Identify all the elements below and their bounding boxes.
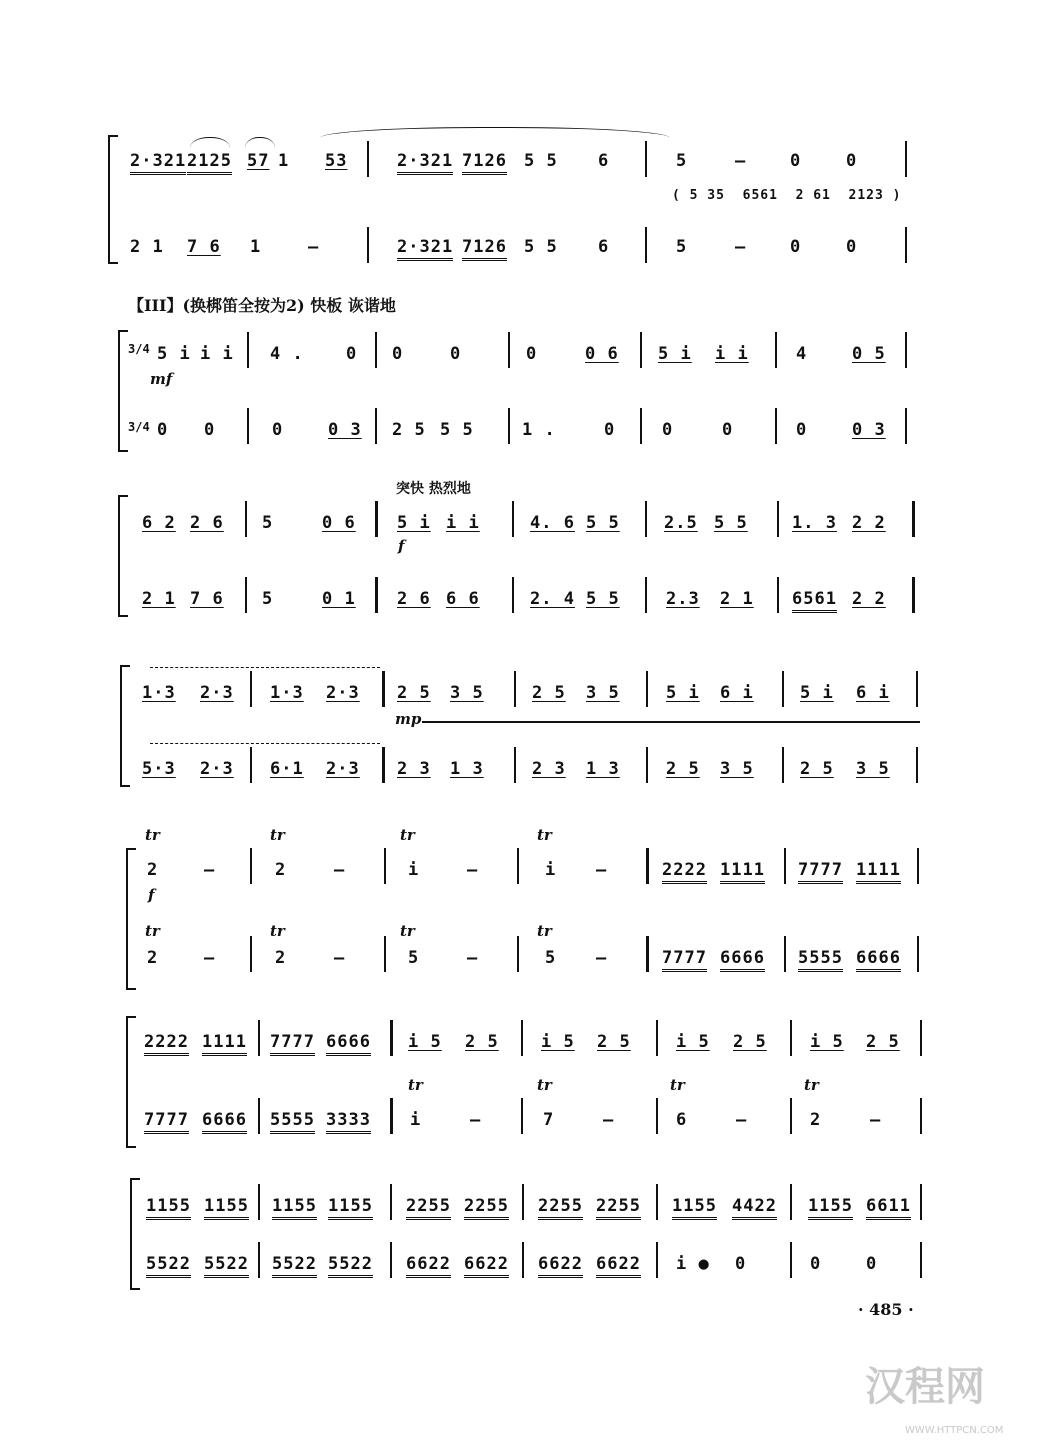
note-group: 2·321 <box>130 151 186 175</box>
barline <box>920 1184 922 1220</box>
note-group: 2 <box>147 948 159 968</box>
note-group: 2·3 <box>326 759 360 779</box>
note-group: 2 5 <box>532 683 566 703</box>
note-group: 0 <box>810 1254 822 1274</box>
note-group: – <box>308 237 320 257</box>
note-group: 1111 <box>856 860 901 884</box>
note-group: 0 3 <box>328 420 362 440</box>
note-group: i <box>545 860 557 880</box>
repeat-barline <box>382 671 385 707</box>
upper-staff <box>0 509 1050 549</box>
lower-staff <box>0 587 1050 627</box>
note-group: 5555 <box>270 1110 315 1134</box>
barline <box>512 501 514 537</box>
note-group: 2 6 <box>190 513 224 533</box>
barline <box>646 671 648 707</box>
barline <box>514 747 516 783</box>
barline <box>790 1098 792 1134</box>
note-group: 2255 <box>406 1196 451 1220</box>
barline <box>775 408 777 444</box>
note-group: 1 <box>278 151 290 171</box>
upper-staff <box>0 679 1050 719</box>
barline <box>640 408 642 444</box>
note-group: 5 <box>262 589 274 609</box>
note-group: 0 <box>846 237 858 257</box>
system-5 <box>0 818 1050 988</box>
note-group: 0 <box>346 344 358 364</box>
system-1 <box>0 125 1050 270</box>
note-group: 53 <box>325 151 348 171</box>
note-group: 5 <box>676 237 688 257</box>
note-group: 5 i <box>658 344 692 364</box>
barline <box>777 501 779 537</box>
note-group: 2 2 <box>852 589 886 609</box>
barline <box>640 332 642 368</box>
repeat-barline <box>390 1098 393 1134</box>
note-group: 5·3 <box>142 759 176 779</box>
barline <box>645 501 647 537</box>
lower-staff <box>0 946 1050 986</box>
note-group: 0 <box>735 1254 747 1274</box>
note-group: 1111 <box>720 860 765 884</box>
barline <box>367 141 369 177</box>
barline <box>508 332 510 368</box>
note-group: 6622 <box>464 1254 509 1278</box>
note-group: 6666 <box>326 1032 371 1056</box>
note-group: 0 <box>790 151 802 171</box>
barline <box>250 848 252 884</box>
trill-mark: tr <box>400 922 415 940</box>
barline <box>920 1098 922 1134</box>
trill-mark: tr <box>670 1076 685 1094</box>
note-group: 6666 <box>856 948 901 972</box>
watermark-url: WWW.HTTPCN.COM <box>905 1425 1004 1436</box>
system-7 <box>0 1178 1050 1288</box>
note-group: 0 5 <box>852 344 886 364</box>
barline <box>521 1020 523 1056</box>
note-group: i ● <box>676 1254 710 1274</box>
note-group: 5 5 <box>524 237 558 257</box>
barline <box>645 577 647 613</box>
note-group: 1·3 <box>142 683 176 703</box>
note-group: 0 3 <box>852 420 886 440</box>
note-group: 6622 <box>406 1254 451 1278</box>
note-group: 7777 <box>270 1032 315 1056</box>
note-group: 3333 <box>326 1110 371 1134</box>
trill-mark: tr <box>537 1076 552 1094</box>
note-group: 5 5 <box>714 513 748 533</box>
note-group: – <box>470 1110 482 1130</box>
note-group: 6 <box>598 237 610 257</box>
note-group: 2 5 <box>733 1032 767 1052</box>
note-group: 6666 <box>202 1110 247 1134</box>
note-group: 5555 <box>798 948 843 972</box>
note-group: i <box>410 1110 422 1130</box>
note-group: 0 <box>392 344 404 364</box>
note-group: 2·3 <box>326 683 360 703</box>
barline <box>656 1020 658 1056</box>
barline <box>250 747 252 783</box>
trill-mark: tr <box>145 922 160 940</box>
dynamic-f: f <box>398 537 405 555</box>
upper-staff <box>0 1192 1050 1232</box>
note-group: 3 5 <box>450 683 484 703</box>
note-group: – <box>334 860 346 880</box>
crescendo-line <box>422 721 920 723</box>
note-group: 0 <box>722 420 734 440</box>
note-group: – <box>603 1110 615 1130</box>
note-group: 5 <box>545 948 557 968</box>
barline <box>258 1184 260 1220</box>
note-group: 0 <box>846 151 858 171</box>
repeat-barline <box>912 501 915 537</box>
note-group: 5 i <box>800 683 834 703</box>
note-group: 2 <box>275 948 287 968</box>
note-group: 5522 <box>328 1254 373 1278</box>
note-group: 4 <box>796 344 808 364</box>
note-group: 2 5 <box>666 759 700 779</box>
barline <box>656 1184 658 1220</box>
note-group: 6 <box>598 151 610 171</box>
note-group: 0 <box>526 344 538 364</box>
dynamic-mf: mf <box>150 370 173 388</box>
trill-mark: tr <box>537 826 552 844</box>
note-group: 1 3 <box>450 759 484 779</box>
trill-mark: tr <box>804 1076 819 1094</box>
note-group: – <box>870 1110 882 1130</box>
note-group: 1155 <box>672 1196 717 1220</box>
note-group: 1 <box>250 237 262 257</box>
note-group: 2 1 <box>720 589 754 609</box>
barline <box>916 747 918 783</box>
note-group: – <box>735 151 747 171</box>
note-group: 5 i <box>157 344 191 364</box>
ottava-line <box>150 667 380 668</box>
barline <box>905 227 907 263</box>
barline <box>375 332 377 368</box>
note-group: 0 <box>662 420 674 440</box>
note-group: 7777 <box>144 1110 189 1134</box>
barline <box>512 577 514 613</box>
barline <box>522 1184 524 1220</box>
note-group: 1155 <box>272 1196 317 1220</box>
barline <box>656 1242 658 1278</box>
time-signature: 3/4 <box>128 342 150 356</box>
note-group: 2 5 <box>392 420 426 440</box>
note-group: 5 5 <box>524 151 558 171</box>
barline <box>790 1184 792 1220</box>
barline <box>775 332 777 368</box>
note-group: 2 5 <box>866 1032 900 1052</box>
note-group: 6 i <box>856 683 890 703</box>
note-group: i i <box>715 344 749 364</box>
barline <box>384 936 386 972</box>
note-group: 2 1 <box>142 589 176 609</box>
repeat-barline <box>375 501 378 537</box>
barline <box>514 671 516 707</box>
note-group: – <box>334 948 346 968</box>
note-group: i 5 <box>408 1032 442 1052</box>
note-group: 2255 <box>464 1196 509 1220</box>
note-group: 7126 <box>462 151 507 175</box>
repeat-barline <box>912 577 915 613</box>
barline <box>390 1184 392 1220</box>
lower-staff <box>0 235 1050 275</box>
upper-staff <box>0 856 1050 896</box>
note-group: 5522 <box>272 1254 317 1278</box>
note-group: 2255 <box>538 1196 583 1220</box>
barline <box>367 227 369 263</box>
note-group: 0 1 <box>322 589 356 609</box>
note-group: 2 <box>810 1110 822 1130</box>
tempo-mark: 突快 热烈地 <box>396 481 471 497</box>
barline <box>250 936 252 972</box>
trill-mark: tr <box>270 826 285 844</box>
note-group: 57 <box>247 151 270 171</box>
note-group: 2 5 <box>597 1032 631 1052</box>
note-group: – <box>204 948 216 968</box>
barline <box>521 1098 523 1134</box>
note-group: i i <box>200 344 234 364</box>
barline <box>245 577 247 613</box>
note-group: 2·321 <box>397 237 453 261</box>
note-group: i 5 <box>810 1032 844 1052</box>
barline <box>245 501 247 537</box>
note-group: 1·3 <box>270 683 304 703</box>
note-group: 1155 <box>146 1196 191 1220</box>
trill-mark: tr <box>270 922 285 940</box>
note-group: 2 3 <box>532 759 566 779</box>
note-group: 2 6 <box>397 589 431 609</box>
barline <box>656 1098 658 1134</box>
barline <box>905 141 907 177</box>
note-group: 2 5 <box>465 1032 499 1052</box>
barline <box>258 1242 260 1278</box>
barline <box>777 577 779 613</box>
note-group: 5 5 <box>440 420 474 440</box>
note-group: 2·3 <box>200 759 234 779</box>
barline <box>645 227 647 263</box>
note-group: 0 <box>866 1254 878 1274</box>
note-group: – <box>736 1110 748 1130</box>
barline <box>258 1098 260 1134</box>
repeat-barline <box>646 936 649 972</box>
repeat-barline <box>382 747 385 783</box>
trill-mark: tr <box>145 826 160 844</box>
note-group: 0 <box>272 420 284 440</box>
trill-mark: tr <box>537 922 552 940</box>
ottava-line <box>150 743 380 744</box>
watermark-logo: 汉程网 <box>865 1364 985 1410</box>
dynamic-f: f <box>148 886 155 904</box>
time-signature: 3/4 <box>128 420 150 434</box>
repeat-barline <box>390 1020 393 1056</box>
barline <box>920 1020 922 1056</box>
barline <box>375 408 377 444</box>
note-group: 7126 <box>462 237 507 261</box>
note-group: 3 5 <box>856 759 890 779</box>
note-group: 5522 <box>204 1254 249 1278</box>
note-group: 2·321 <box>397 151 453 175</box>
barline <box>517 936 519 972</box>
barline <box>390 1242 392 1278</box>
note-group: 3 5 <box>720 759 754 779</box>
barline <box>384 848 386 884</box>
note-group: – <box>467 860 479 880</box>
slur <box>320 127 670 138</box>
note-group: 4422 <box>732 1196 777 1220</box>
barline <box>646 747 648 783</box>
note-group: 7 6 <box>190 589 224 609</box>
inserted-phrase: ( 5 35 6561 2 61 2123 ) <box>672 188 902 203</box>
lower-staff <box>0 1252 1050 1292</box>
barline <box>247 408 249 444</box>
note-group: 2 5 <box>397 683 431 703</box>
note-group: 0 <box>204 420 216 440</box>
note-group: – <box>204 860 216 880</box>
note-group: 1155 <box>808 1196 853 1220</box>
note-group: i i <box>446 513 480 533</box>
note-group: 0 <box>604 420 616 440</box>
note-group: 1111 <box>202 1032 247 1056</box>
note-group: 6 i <box>720 683 754 703</box>
note-group: – <box>596 948 608 968</box>
note-group: 3 5 <box>586 683 620 703</box>
note-group: 7777 <box>662 948 707 972</box>
note-group: 6 6 <box>446 589 480 609</box>
note-group: 2 <box>275 860 287 880</box>
note-group: – <box>596 860 608 880</box>
barline <box>645 141 647 177</box>
note-group: 1. 3 <box>792 513 837 533</box>
system-3 <box>0 495 1050 615</box>
note-group: 2 5 <box>800 759 834 779</box>
note-group: i <box>408 860 420 880</box>
note-group: 5522 <box>146 1254 191 1278</box>
note-group: 2 <box>147 860 159 880</box>
page-number: · 485 · <box>858 1300 914 1319</box>
note-group: 6561 <box>792 589 837 613</box>
note-group: 1155 <box>328 1196 373 1220</box>
note-group: 0 6 <box>585 344 619 364</box>
note-group: 6 2 <box>142 513 176 533</box>
note-group: 2255 <box>596 1196 641 1220</box>
note-group: 6 <box>676 1110 688 1130</box>
note-group: 5 <box>262 513 274 533</box>
system-6 <box>0 1012 1050 1147</box>
note-group: 5 5 <box>586 589 620 609</box>
barline <box>247 332 249 368</box>
note-group: 2.3 <box>666 589 700 609</box>
note-group: 1 . <box>522 420 556 440</box>
note-group: 6611 <box>866 1196 911 1220</box>
note-group: i 5 <box>676 1032 710 1052</box>
note-group: 2.5 <box>664 513 698 533</box>
lower-staff <box>0 757 1050 797</box>
barline <box>917 936 919 972</box>
section-heading: 【III】(换梆笛全按为2) 快板 诙谐地 <box>128 296 396 315</box>
note-group: 1155 <box>204 1196 249 1220</box>
barline <box>916 671 918 707</box>
lower-staff <box>0 1108 1050 1148</box>
barline <box>522 1242 524 1278</box>
barline <box>784 936 786 972</box>
note-group: 2222 <box>144 1032 189 1056</box>
note-group: 7 6 <box>187 237 221 257</box>
note-group: 5 <box>408 948 420 968</box>
upper-staff <box>0 147 1050 187</box>
note-group: i 5 <box>541 1032 575 1052</box>
note-group: 6622 <box>538 1254 583 1278</box>
barline <box>905 408 907 444</box>
note-group: 2. 4 <box>530 589 575 609</box>
note-group: 7777 <box>798 860 843 884</box>
barline <box>782 671 784 707</box>
note-group: 0 6 <box>322 513 356 533</box>
repeat-barline <box>646 848 649 884</box>
note-group: – <box>735 237 747 257</box>
note-group: 0 <box>790 237 802 257</box>
note-group: 5 i <box>397 513 431 533</box>
barline <box>917 848 919 884</box>
note-group: 7 <box>543 1110 555 1130</box>
barline <box>920 1242 922 1278</box>
barline <box>517 848 519 884</box>
barline <box>790 1242 792 1278</box>
note-group: 2222 <box>662 860 707 884</box>
note-group: 2125 <box>187 151 232 175</box>
note-group: 2 3 <box>397 759 431 779</box>
repeat-barline <box>375 577 378 613</box>
note-group: 2 1 <box>130 237 164 257</box>
lower-staff <box>0 418 1050 458</box>
note-group: 5 <box>676 151 688 171</box>
upper-staff <box>0 1028 1050 1068</box>
note-group: – <box>467 948 479 968</box>
system-2 <box>0 330 1050 450</box>
note-group: 0 <box>796 420 808 440</box>
note-group: 4. 6 <box>530 513 575 533</box>
system-4 <box>0 655 1050 785</box>
trill-mark: tr <box>400 826 415 844</box>
barline <box>508 408 510 444</box>
note-group: 0 <box>157 420 169 440</box>
barline <box>905 332 907 368</box>
note-group: 0 <box>450 344 462 364</box>
note-group: 2·3 <box>200 683 234 703</box>
trill-mark: tr <box>408 1076 423 1094</box>
note-group: 6666 <box>720 948 765 972</box>
note-group: 6·1 <box>270 759 304 779</box>
barline <box>250 671 252 707</box>
note-group: 1 3 <box>586 759 620 779</box>
barline <box>782 747 784 783</box>
barline <box>784 848 786 884</box>
note-group: 5 5 <box>586 513 620 533</box>
dynamic-mp: mp <box>395 710 422 728</box>
note-group: 2 2 <box>852 513 886 533</box>
barline <box>258 1020 260 1056</box>
note-group: 4 . <box>270 344 304 364</box>
barline <box>790 1020 792 1056</box>
note-group: 6622 <box>596 1254 641 1278</box>
note-group: 5 i <box>666 683 700 703</box>
